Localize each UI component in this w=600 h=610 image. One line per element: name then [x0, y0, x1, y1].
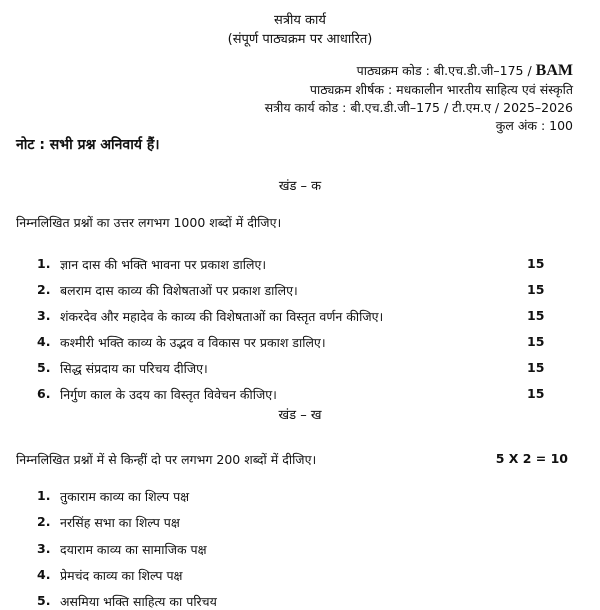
assignment-code: सत्रीय कार्य कोड : बी.एच.डी.जी–175 / टी.एम.ए / 2025–2026	[264, 100, 573, 115]
question-text: प्रेमचंद काव्य का शिल्प पक्ष	[60, 568, 183, 583]
course-code	[357, 62, 573, 79]
question-text: बलराम दास काव्य की विशेषताओं पर प्रकाश डालिए।	[60, 283, 298, 298]
question-number: 4.	[37, 567, 51, 582]
question-text: सिद्ध संप्रदाय का परिचय दीजिए।	[60, 361, 208, 376]
question-a-5	[37, 360, 208, 377]
question-number: 3.	[37, 541, 51, 556]
total-marks: कुल अंक : 100	[495, 118, 573, 133]
question-b-3	[37, 541, 207, 558]
question-a-4	[37, 334, 326, 351]
question-number: 6.	[37, 386, 51, 401]
question-number: 2.	[37, 514, 51, 529]
question-b-4	[37, 567, 183, 584]
question-a-6-marks: 15	[527, 386, 545, 401]
section-a-instruction: निम्नलिखित प्रश्नों का उत्तर लगभग 1000 शब्दों में दीजिए।	[16, 215, 282, 230]
question-a-3-marks: 15	[527, 308, 545, 323]
section-a-heading: खंड – क	[278, 179, 322, 194]
question-a-3	[37, 308, 383, 325]
course-title: पाठ्यक्रम शीर्षक : मधकालीन भारतीय साहित्य एवं संस्कृति	[309, 82, 573, 97]
question-number: 4.	[37, 334, 51, 349]
question-a-4-marks: 15	[527, 334, 545, 349]
question-a-6	[37, 386, 277, 403]
note: नोट : सभी प्रश्न अनिवार्य हैं।	[16, 137, 160, 153]
question-a-1-marks: 15	[527, 256, 545, 271]
course-code-suffix: BAM	[535, 62, 573, 79]
course-code-label: पाठ्यक्रम कोड : बी.एच.डी.जी–175 /	[356, 63, 536, 78]
question-number: 1.	[37, 488, 51, 503]
question-text: दयाराम काव्य का सामाजिक पक्ष	[60, 542, 207, 557]
question-b-1	[37, 488, 189, 505]
question-b-2	[37, 514, 180, 531]
question-number: 2.	[37, 282, 51, 297]
question-text: नरसिंह सभा का शिल्प पक्ष	[60, 515, 180, 530]
page-subtitle: (संपूर्ण पाठ्यक्रम पर आधारित)	[227, 32, 373, 47]
question-text: ज्ञान दास की भक्ति भावना पर प्रकाश डालिए।	[60, 257, 267, 272]
section-b-instruction: निम्नलिखित प्रश्नों में से किन्हीं दो पर लगभग 200 शब्दों में दीजिए।	[16, 452, 317, 467]
question-a-2	[37, 282, 298, 299]
question-number: 3.	[37, 308, 51, 323]
question-a-1	[37, 256, 266, 273]
question-a-5-marks: 15	[527, 360, 545, 375]
question-a-2-marks: 15	[527, 282, 545, 297]
question-number: 1.	[37, 256, 51, 271]
section-b-heading: खंड – ख	[278, 408, 322, 423]
question-text: निर्गुण काल के उदय का विस्तृत विवेचन कीजिए।	[60, 387, 277, 402]
question-text: कश्मीरी भक्ति काव्य के उद्भव व विकास पर प्रकाश डालिए।	[60, 335, 326, 350]
page-title: सत्रीय कार्य	[274, 13, 326, 28]
question-number: 5.	[37, 360, 51, 375]
question-text: असमिया भक्ति साहित्य का परिचय	[60, 594, 217, 609]
question-text: तुकाराम काव्य का शिल्प पक्ष	[60, 489, 190, 504]
question-text: शंकरदेव और महादेव के काव्य की विशेषताओं का विस्तृत वर्णन कीजिए।	[60, 309, 384, 324]
question-b-5	[37, 593, 217, 610]
question-number: 5.	[37, 593, 51, 608]
section-b-marks-formula: 5 X 2 = 10	[495, 451, 568, 466]
